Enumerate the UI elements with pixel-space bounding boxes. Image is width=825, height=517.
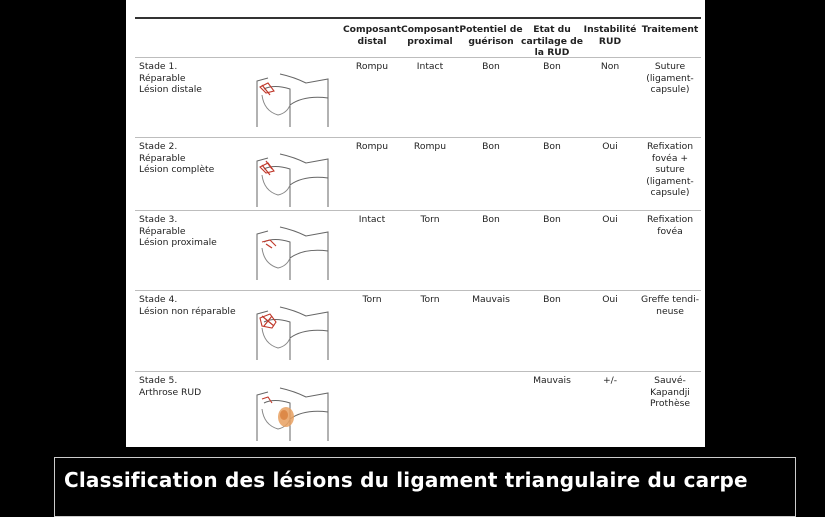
table-cell: Bon: [543, 294, 561, 305]
table-cell: Bon: [482, 214, 500, 225]
header-instabilite-rud: Instabilité RUD: [583, 24, 637, 47]
table-cell: Torn: [420, 294, 440, 305]
table-cell: Mauvais: [472, 294, 510, 305]
stage-5-diagram: [254, 381, 330, 443]
row-divider: [135, 210, 701, 211]
stage-4-diagram: [254, 300, 330, 362]
header-composant-proximal: Composant proximal: [401, 24, 460, 47]
caption-box: [54, 457, 796, 517]
table-cell: Rompu: [355, 141, 389, 152]
table-cell: Torn: [420, 214, 440, 225]
table-cell: Mauvais: [533, 375, 571, 386]
row-divider: [135, 290, 701, 291]
table-top-rule: [135, 17, 701, 19]
table-cell: Sauvé- Kapandji Prothèse: [649, 375, 691, 409]
table-cell: Refixation fovéa + suture (ligament- capsule): [646, 141, 694, 198]
table-cell: Oui: [602, 294, 618, 305]
table-cell: Suture (ligament- capsule): [646, 61, 694, 95]
stage-4-label: Stade 4. Lésion non réparable: [139, 294, 236, 317]
row-divider: [135, 137, 701, 138]
stage-2-label: Stade 2. Réparable Lésion complète: [139, 141, 215, 175]
classification-table-image: [126, 0, 705, 447]
table-cell: Rompu: [413, 141, 447, 152]
header-etat-cartilage: Etat du cartilage de la RUD: [521, 24, 583, 58]
stage-1-diagram: [254, 67, 330, 129]
table-cell: Bon: [482, 141, 500, 152]
table-cell: Oui: [602, 141, 618, 152]
table-cell: Rompu: [355, 61, 389, 72]
table-cell: Bon: [543, 141, 561, 152]
stage-3-diagram: [254, 220, 330, 282]
table-cell: Bon: [543, 61, 561, 72]
row-divider: [135, 57, 701, 58]
stage-5-label: Stade 5. Arthrose RUD: [139, 375, 202, 398]
stage-3-label: Stade 3. Réparable Lésion proximale: [139, 214, 217, 248]
header-composant-distal: Composant distal: [342, 24, 402, 47]
table-cell: +/-: [602, 375, 618, 386]
table-cell: Greffe tendi- neuse: [640, 294, 700, 317]
table-cell: Torn: [362, 294, 382, 305]
header-potentiel-guerison: Potentiel de guérison: [459, 24, 523, 47]
stage-1-label: Stade 1. Réparable Lésion distale: [139, 61, 202, 95]
table-cell: Intact: [358, 214, 386, 225]
stage-2-diagram: [254, 147, 330, 209]
table-cell: Bon: [482, 61, 500, 72]
table-cell: Refixation fovéa: [646, 214, 694, 237]
image-caption: Classification des lésions du ligament triangulaire du carpe: [64, 468, 748, 492]
table-cell: Bon: [543, 214, 561, 225]
table-cell: Non: [600, 61, 620, 72]
table-cell: Oui: [602, 214, 618, 225]
row-divider: [135, 371, 701, 372]
header-traitement: Traitement: [641, 24, 699, 35]
table-cell: Intact: [416, 61, 444, 72]
